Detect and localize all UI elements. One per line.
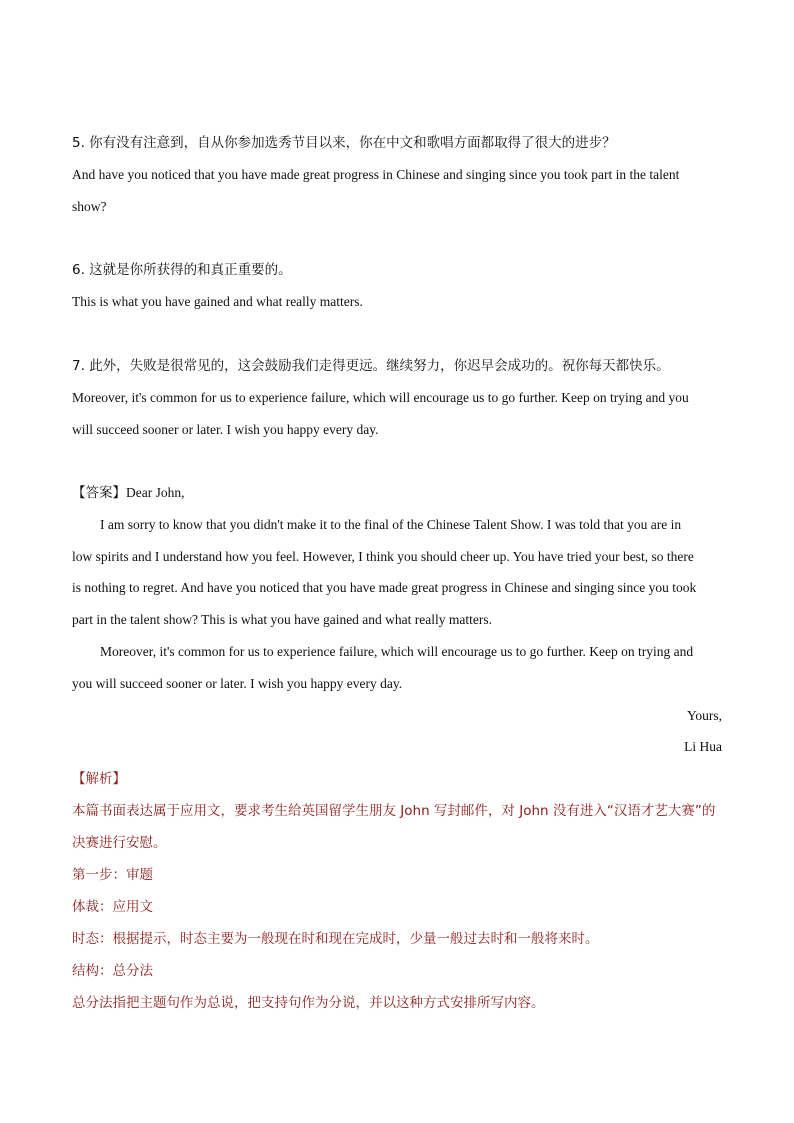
answer-closing: Yours, <box>686 708 722 723</box>
analysis-intro-line2: 决赛进行安慰。 <box>72 835 167 851</box>
item-6-chinese: 6. 这就是你所获得的和真正重要的。 <box>72 262 292 278</box>
item-5-english-line2: show? <box>72 199 107 214</box>
answer-signature: Li Hua <box>684 739 722 754</box>
analysis-tense: 时态：根据提示，时态主要为一般现在时和现在完成时，少量一般过去时和一般将来时。 <box>72 931 599 947</box>
item-5-english-line1: And have you noticed that you have made great progress in Chinese and singing since you took part in the talent <box>72 167 680 182</box>
item-5-chinese: 5. 你有没有注意到，自从你参加选秀节目以来，你在中文和歌唱方面都取得了很大的进步？ <box>72 135 616 151</box>
answer-p1-line2: low spirits and I understand how you feel. However, I think you should cheer up. You have tried your best, so there <box>72 549 694 564</box>
item-7-chinese: 7. 此外，失败是很常见的，这会鼓励我们走得更远。继续努力，你迟早会成功的。祝你每天都快乐。 <box>72 358 670 374</box>
answer-greeting-line <box>72 483 727 503</box>
analysis-intro-line1: 本篇书面表达属于应用文，要求考生给英国留学生朋友 John 写封邮件，对 John 没有进入“汉语才艺大赛”的 <box>72 803 716 819</box>
analysis-tag: 【解析】 <box>72 771 126 787</box>
answer-tag: 【答案】 <box>72 485 126 501</box>
answer-greeting: Dear John, <box>126 485 185 500</box>
answer-p2-line2: you will succeed sooner or later. I wish you happy every day. <box>72 676 403 691</box>
analysis-structure: 结构：总分法 <box>72 963 153 979</box>
analysis-structure-description: 总分法指把主题句作为总说，把支持句作为分说，并以这种方式安排所写内容。 <box>72 995 545 1011</box>
answer-p2-line1: Moreover, it's common for us to experience failure, which will encourage us to go further. Keep on trying and <box>100 644 694 659</box>
answer-p1-line1: I am sorry to know that you didn't make it to the final of the Chinese Talent Show. I was told that you are in <box>100 517 682 532</box>
answer-p1-line3: is nothing to regret. And have you noticed that you have made great progress in Chinese and singing since you took <box>72 580 697 595</box>
analysis-genre: 体裁：应用文 <box>72 899 153 915</box>
item-7-english-line1: Moreover, it's common for us to experience failure, which will encourage us to go further. Keep on trying and you <box>72 390 689 405</box>
item-7-english-line2: will succeed sooner or later. I wish you happy every day. <box>72 422 379 437</box>
analysis-step1: 第一步：审题 <box>72 867 153 883</box>
answer-p1-line4: part in the talent show? This is what you have gained and what really matters. <box>72 612 493 627</box>
item-6-english-line1: This is what you have gained and what really matters. <box>72 294 363 309</box>
